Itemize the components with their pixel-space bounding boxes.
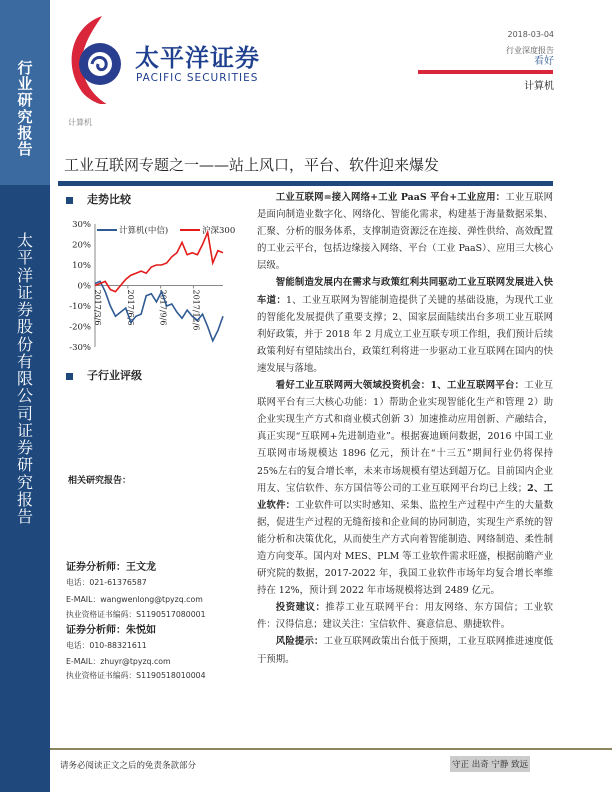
- page-title: 工业互联网专题之一——站上风口，平台、软件迎来爆发: [64, 156, 440, 174]
- paragraph-text: 推荐工业互联网平台：用友网络、东方国信；工业软件：汉得信息；建议关注：宝信软件、赛意信息、鼎捷软件。: [257, 602, 553, 631]
- sidebar-char: 太: [16, 231, 33, 250]
- y-tick-label: 20%: [72, 240, 91, 251]
- analyst-phone: 电话：010-88321611: [66, 641, 147, 650]
- paragraph-text: 工业互联网是面向制造业数字化、网络化、智能化需求，构建基于海量数据采集、汇聚、分析的服务体系，支撑制造资源泛在连接、弹性供给、高效配置的工业云平台，包括边缘接入网络、平台（工业 PaaS）、应用三大核心层级。: [257, 192, 553, 272]
- analyst-name: 证券分析师：王文龙: [66, 562, 156, 573]
- sidebar-char: 业: [17, 75, 33, 94]
- sidebar-char: 限: [16, 369, 33, 389]
- rating-underline: [418, 70, 553, 74]
- sidebar-top-label: [0, 60, 50, 157]
- report-type: 行业深度报告: [506, 46, 554, 55]
- sidebar-char: 份: [16, 334, 33, 354]
- sidebar-char: 报: [16, 489, 33, 509]
- sidebar-char: 洋: [16, 265, 33, 285]
- section-sub-rating: [66, 367, 142, 383]
- x-tick-label: 2017/3/6: [93, 289, 102, 326]
- y-tick-label: 0%: [77, 281, 91, 292]
- section-related: 相关研究报告：: [68, 476, 132, 486]
- paragraph-lead: 看好工业互联网两大领域投资机会：1、工业互联网平台：: [275, 380, 525, 392]
- analyst-email[interactable]: E-MAIL：zhuyr@tpyzq.com: [66, 657, 171, 666]
- legend-label: 沪深300: [202, 226, 236, 236]
- logo-text-en: PACIFIC SECURITIES: [136, 72, 259, 84]
- x-tick-label: 2017/12/6: [191, 289, 201, 331]
- footer-divider: [50, 748, 612, 750]
- disclaimer: 请务必阅读正文之后的免责条款部分: [60, 761, 197, 771]
- sidebar-char: 告: [16, 507, 33, 527]
- legend-label: 计算机(中信): [119, 226, 169, 236]
- paragraph-lead: 智能制造发展内在需求与政策红利共同驱动工业互联网发展进入快车道：: [257, 277, 553, 306]
- y-tick-label: -30%: [69, 343, 91, 353]
- sidebar-char: 究: [16, 472, 33, 492]
- paragraph: [257, 377, 553, 599]
- section-trend: [66, 191, 131, 207]
- sidebar-char: 研: [17, 91, 33, 110]
- sidebar-char: 报: [17, 123, 33, 142]
- y-tick-label: -20%: [69, 322, 91, 333]
- sidebar-char: 司: [16, 403, 33, 423]
- category: 计算机: [68, 118, 92, 127]
- bullet-icon: [66, 197, 73, 204]
- sidebar-char: 股: [16, 317, 33, 337]
- sidebar-char: 券: [16, 300, 33, 320]
- sidebar-char: 证: [16, 282, 33, 302]
- series-line-1: [95, 232, 223, 291]
- paragraph: [257, 633, 553, 667]
- sidebar-char: 行: [17, 59, 33, 77]
- industry: 计算机: [524, 81, 554, 92]
- motto: 守正 出奇 宁静 致远: [450, 756, 530, 772]
- logo-text-cn: 太平洋证券: [135, 44, 260, 72]
- rating: 看好: [534, 56, 554, 67]
- paragraph: [257, 274, 553, 377]
- paragraph: [257, 189, 553, 274]
- analyst-cert: 执业资格证书编码：S1190518010004: [66, 671, 206, 680]
- analyst-phone: 电话：021-61376587: [66, 578, 147, 587]
- paragraph-text: 工业软件可以实时感知、采集、监控生产过程中产生的大量数据，促进生产过程的无缝衔接和企业间的协同制造，实现生产系统的智能分析和决策优化，从而使生产方式向着智能制造、网络制造、柔性制造方向变革。国内对 MES、PLM 等工业软件需求旺盛，根据前瞻产业研究院的数据，2017-2022 年，我国工业软件市场年均复合增长率维持在 12%，预计到 2022 年市场规模将达到 2489 亿元。: [257, 499, 553, 597]
- trend-chart: [55, 210, 250, 360]
- section-sub-rating-label: 子行业评级: [87, 369, 142, 382]
- y-tick-label: 30%: [72, 220, 91, 230]
- sidebar-char: 证: [16, 420, 33, 440]
- paragraph-lead: 2、工业软件：: [257, 482, 553, 511]
- analyst-cert: 执业资格证书编码：S1190517080001: [66, 610, 206, 619]
- sidebar-char: 告: [17, 139, 33, 158]
- sidebar-char: 平: [16, 248, 33, 268]
- y-tick-label: -10%: [69, 302, 91, 312]
- analyst-email[interactable]: E-MAIL：wangwenlong@tpyzq.com: [66, 595, 203, 604]
- paragraph-lead: 风险提示：: [275, 636, 324, 648]
- paragraph-text: 工业互联网平台有三大核心功能：1）帮助企业实现智能化生产和管理 2）助企业实现生产方式和商业模式创新 3）加速推动应用创新、产融结合，真正实现“互联网+先进制造业”。根据赛迪顾问数据，2016 中国工业互联网市场规模达 1896 亿元，预计在“十三五”期间行业仍将保持 25%左右的复合增长率，未来市场规模有望达到超万亿。目前国内企业用友、宝信软件、东方国信等公司的工业互联网平台均已上线；: [257, 380, 553, 494]
- analyst-name: 证券分析师：朱悦如: [66, 625, 156, 636]
- divider: [58, 181, 553, 186]
- bullet-icon: [66, 373, 73, 380]
- sidebar-char: 公: [16, 386, 33, 406]
- x-tick-label: 2017/9/6: [158, 289, 168, 326]
- y-tick-label: 10%: [72, 261, 91, 271]
- paragraph-lead: 投资建议：: [275, 602, 326, 614]
- sidebar-char: 究: [17, 107, 33, 126]
- sidebar-char: 研: [16, 455, 33, 475]
- section-trend-label: 走势比较: [87, 193, 131, 206]
- sidebar-char: 券: [16, 438, 33, 458]
- sidebar-char: 有: [16, 351, 33, 371]
- paragraph-lead: 工业互联网=接入网络+工业 PaaS 平台+工业应用：: [275, 192, 506, 203]
- x-tick-label: 2017/6/6: [125, 289, 135, 326]
- paragraph-text: 工业互联网政策出台低于预期，工业互联网推进速度低于预期。: [257, 636, 553, 665]
- paragraph: [257, 599, 553, 633]
- sidebar-bottom-label: [0, 232, 50, 526]
- summary-body: [257, 189, 553, 668]
- report-date: 2018-03-04: [507, 30, 554, 39]
- paragraph-text: 1、工业互联网为智能制造提供了关键的基础设施，为现代工业的智能化发展提供了重要支撑；2、国家层面陆续出台多项工业互联网利好政策，并于 2018 年 2 月成立工业互联专项工作组，我们预计后续政策利好有望陆续出台，政策红利将进一步驱动工业互联网在国内的快速发展与落地。: [257, 294, 553, 374]
